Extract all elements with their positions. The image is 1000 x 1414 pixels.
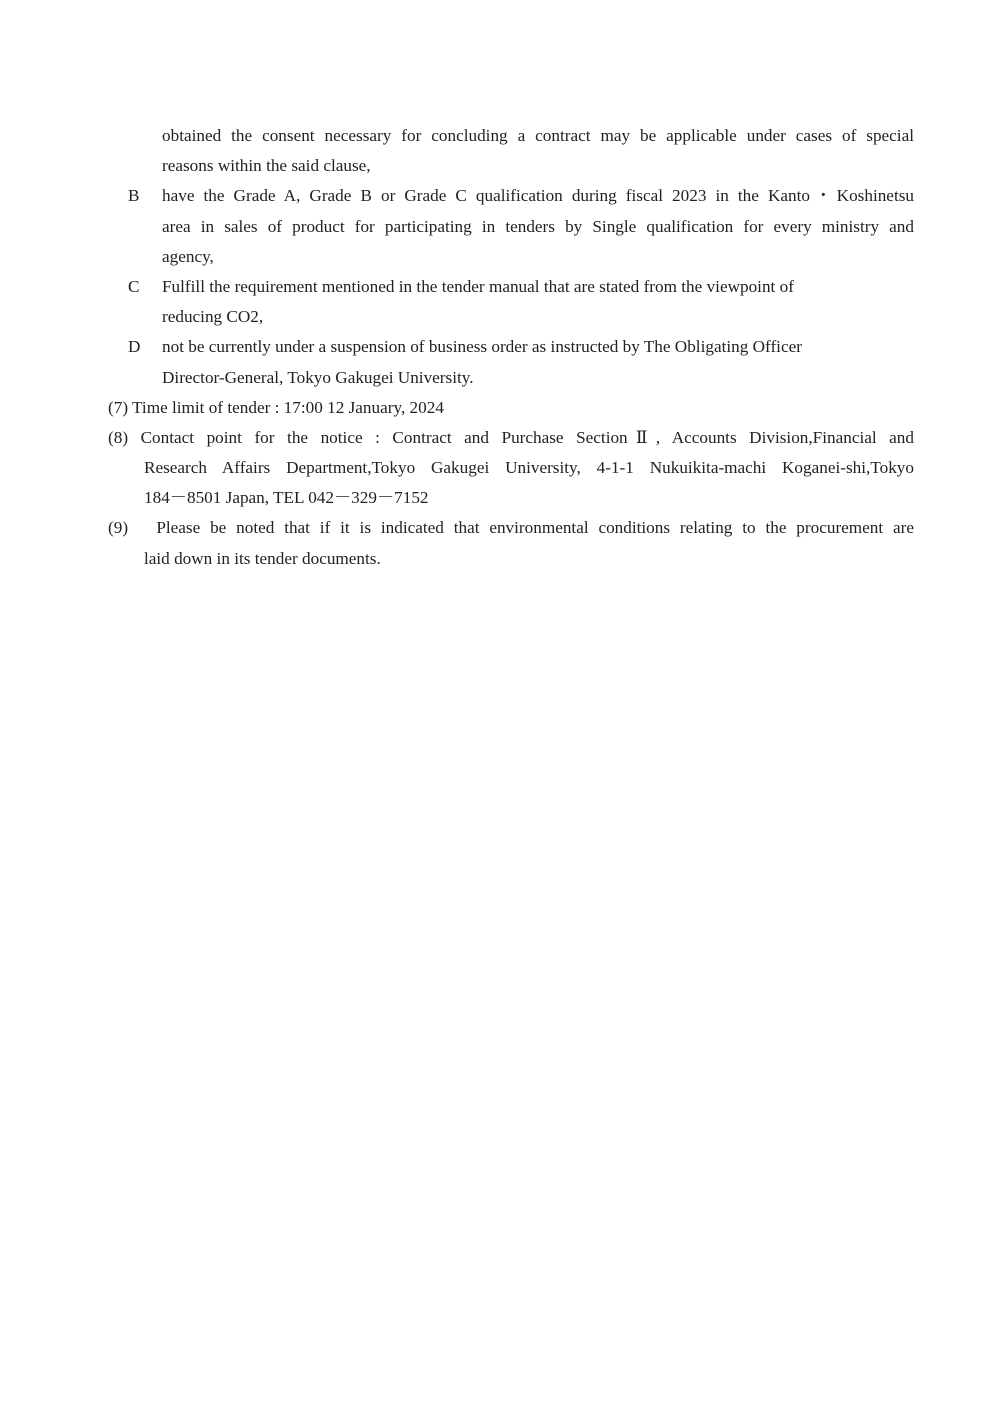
text-line: have the Grade A, Grade B or Grade C qualification during fiscal 2023 in the Kanto・Koshinetsu xyxy=(162,186,914,206)
sub-item-marker: C xyxy=(128,276,140,296)
sub-item-b xyxy=(108,181,914,272)
item-8-contact-point xyxy=(108,423,914,514)
text-line: area in sales of product for participating in tenders by Single qualification for every ministry and xyxy=(162,216,914,236)
sub-item-d xyxy=(108,332,914,392)
text-line: (8) Contact point for the notice : Contract and Purchase SectionⅡ, Accounts Division,Financial and xyxy=(108,427,914,447)
sub-item-c xyxy=(108,272,914,332)
text-line: Research Affairs Department,Tokyo Gakugei University, 4-1-1 Nukuikita-machi Koganei-shi,Tokyo xyxy=(144,458,914,478)
text-line: laid down in its tender documents. xyxy=(144,548,381,568)
text-line: (9) Please be noted that if it is indicated that environmental conditions relating to the procurement are xyxy=(108,518,914,538)
sub-item-marker: B xyxy=(128,186,140,206)
text-line: Director-General, Tokyo Gakugei University. xyxy=(162,367,474,387)
text-line: obtained the consent necessary for concluding a contract may be applicable under cases of special xyxy=(162,126,914,145)
item-9-environmental-note xyxy=(108,513,914,573)
text-line: Fulfill the requirement mentioned in the tender manual that are stated from the viewpoint of xyxy=(162,276,794,296)
text-line: reducing CO2, xyxy=(162,307,264,327)
text-line: (7) Time limit of tender : 17:00 12 January, 2024 xyxy=(108,397,444,417)
notice-text xyxy=(108,121,914,574)
text-line: agency, xyxy=(162,246,214,266)
text-line: 184－8501 Japan, TEL 042－329－7152 xyxy=(144,488,429,508)
text-line: not be currently under a suspension of business order as instructed by The Obligating Officer xyxy=(162,337,802,357)
item-7-time-limit xyxy=(108,393,914,423)
sub-item-marker: D xyxy=(128,337,141,357)
continuation-paragraph xyxy=(108,121,914,181)
text-line: reasons within the said clause, xyxy=(162,156,371,176)
